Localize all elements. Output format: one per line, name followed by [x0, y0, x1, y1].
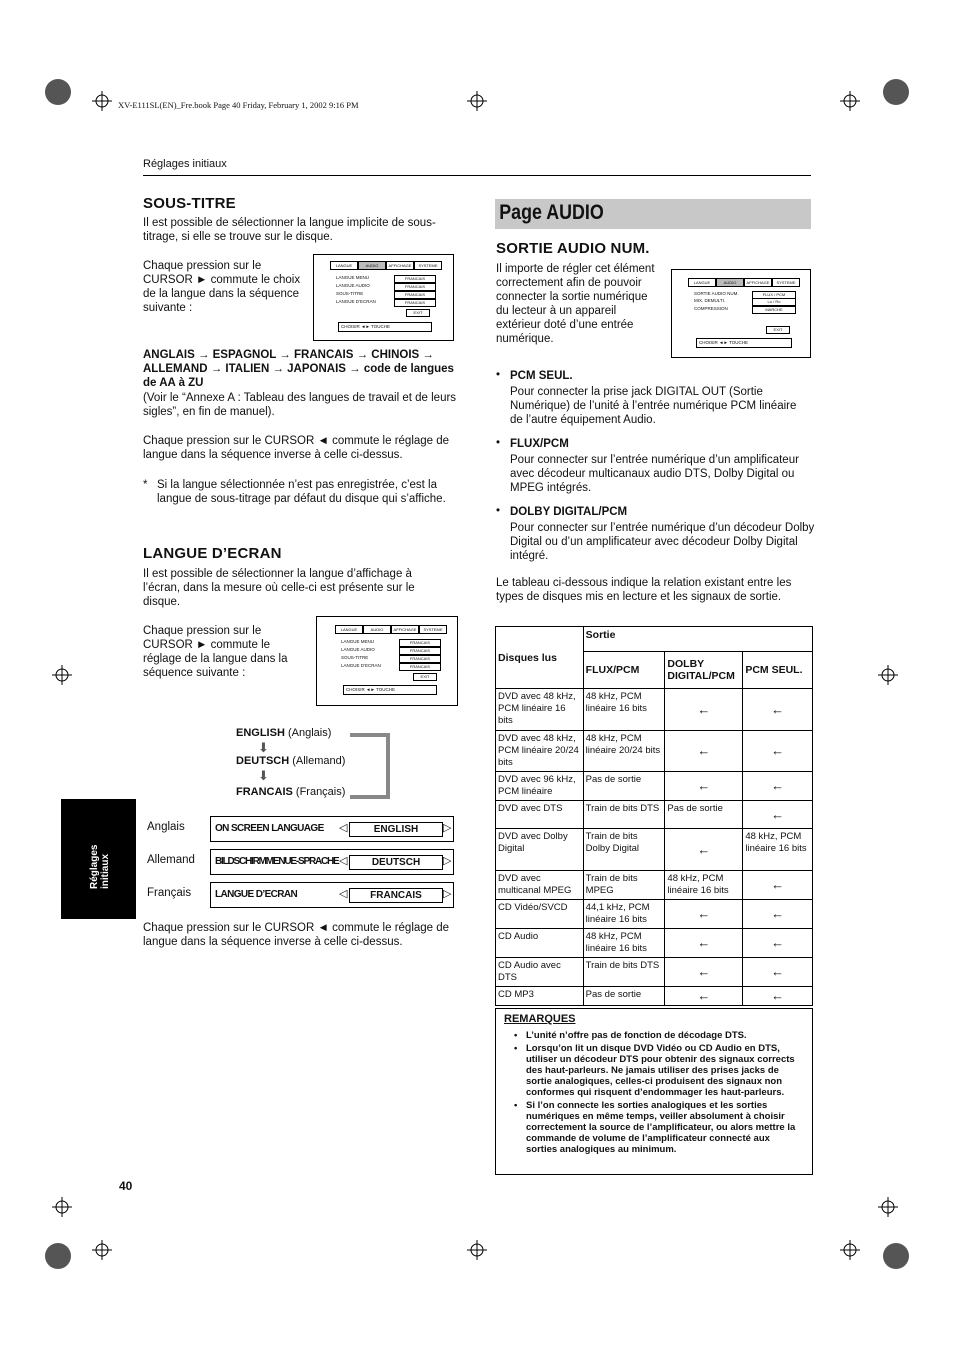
- table-cell: Train de bits DTS: [583, 801, 665, 829]
- bullet-dot: •: [496, 369, 501, 381]
- screen-value: FRANCAIS: [394, 291, 436, 299]
- table-row: [496, 958, 813, 987]
- table-intro: Le tableau ci-dessous indique la relation existant entre les types de disques mis en lecture et les signaux de sortie.: [496, 577, 792, 603]
- screen-row: LANGUE MENU: [336, 275, 370, 280]
- screen-exit: EXIT: [406, 309, 430, 317]
- option-lang-label: Anglais: [147, 821, 185, 833]
- table-row: [496, 987, 813, 1006]
- langue-ecran-intro: Il est possible de sélectionner la langue d’affichage à l’écran, dans la mesure où celle-ci est présente sur le disque.: [143, 568, 415, 608]
- screen-value: FRANCAIS: [399, 655, 441, 663]
- screen-tab: SYSTEME: [419, 625, 447, 634]
- item-name: FLUX/PCM: [510, 438, 569, 450]
- table-cell: ←: [743, 958, 813, 987]
- table-cell: ←: [743, 900, 813, 929]
- item-desc: Pour connecter sur l’entrée numérique d’un amplificateur avec décodeur multicanaux audio DTS, Dolby Digital ou MPEG intégrés.: [510, 454, 799, 494]
- sequence-line-1: ANGLAIS → ESPAGNOL → FRANCAIS → CHINOIS →: [143, 349, 434, 361]
- cycle-main: ENGLISH: [236, 727, 285, 739]
- table-cell: DVD avec 48 kHz, PCM linéaire 16 bits: [496, 689, 584, 731]
- table-cell: ←: [743, 871, 813, 900]
- corner-disc-icon: [883, 79, 909, 105]
- langue-ecran-press: Chaque pression sur le CURSOR ► commute le réglage de la langue dans la séquence suivante :: [143, 625, 288, 679]
- screen-tab: AUDIO: [358, 261, 386, 270]
- right-triangle-icon: ▷: [443, 855, 452, 867]
- screen-tab: AFFICHAGE: [744, 278, 772, 287]
- screen-tab: AFFICHAGE: [386, 261, 414, 270]
- remarques-box: [495, 1008, 813, 1175]
- table-cell: CD Audio: [496, 929, 584, 958]
- corner-disc-icon: [883, 1243, 909, 1269]
- table-cell: ←: [665, 731, 743, 772]
- table-cell: 48 kHz, PCM linéaire 16 bits: [665, 871, 743, 900]
- table-cell: DVD avec multicanal MPEG: [496, 871, 584, 900]
- screen-footer: CHOISIR ◄► TOUCHE: [338, 322, 432, 332]
- item-name: PCM SEUL.: [510, 370, 573, 382]
- table-cell: ←: [665, 689, 743, 731]
- screen-row: LANGUE D’ECRAN: [341, 663, 381, 668]
- cycle-francais: [236, 786, 345, 798]
- langue-ecran-heading: LANGUE D’ECRAN: [143, 545, 282, 562]
- cycle-return-bracket: [350, 733, 390, 799]
- table-cell: Pas de sortie: [665, 801, 743, 829]
- left-triangle-icon: ◁: [339, 888, 348, 900]
- header-flux: FLUX/PCM: [583, 652, 665, 689]
- sortie-audio-intro: Il importe de régler cet élément correctement afin de pouvoir connecter la sortie numérique du lecteur à un appareil extérieur doté d’une entrée numérique.: [496, 263, 655, 345]
- table-cell: ←: [743, 689, 813, 731]
- screen-value: FRANCAIS: [399, 647, 441, 655]
- cycle-paren: (Français): [295, 786, 346, 798]
- registration-mark-icon: [92, 1240, 112, 1260]
- screen-row: SOUS-TITRE: [336, 291, 364, 296]
- registration-mark-icon: [878, 1197, 898, 1217]
- registration-mark-icon: [92, 91, 112, 111]
- registration-mark-icon: [467, 91, 487, 111]
- screen-row: LANGUE MENU: [341, 639, 375, 644]
- table-cell: ←: [665, 772, 743, 801]
- table-cell: DVD avec Dolby Digital: [496, 829, 584, 871]
- table-cell: Pas de sortie: [583, 772, 665, 801]
- header-pcm: PCM SEUL.: [743, 652, 813, 689]
- table-cell: 44,1 kHz, PCM linéaire 16 bits: [583, 900, 665, 929]
- table-row: [496, 772, 813, 801]
- item-name: DOLBY DIGITAL/PCM: [510, 506, 628, 518]
- asterisk-mark: *: [143, 479, 148, 491]
- screen-row: MIX. DEMULTI.: [694, 298, 726, 303]
- screen-row: LANGUE AUDIO: [336, 283, 370, 288]
- table-cell: CD Audio avec DTS: [496, 958, 584, 987]
- table-cell: CD Vidéo/SVCD: [496, 900, 584, 929]
- section-label: Réglages initiaux: [143, 158, 227, 170]
- sous-titre-reverse: Chaque pression sur le CURSOR ◄ commute le réglage de langue dans la séquence inverse à celle ci-dessus.: [143, 435, 450, 461]
- item-desc: Pour connecter sur l’entrée numérique d’un décodeur Dolby Digital ou d’un amplificateur avec décodeur Dolby Digital intégré.: [510, 522, 815, 562]
- screen-tab: LANGUE: [335, 625, 363, 634]
- registration-mark-icon: [840, 91, 860, 111]
- table-row: [496, 731, 813, 772]
- file-info: XV-E111SL(EN)_Fre.book Page 40 Friday, February 1, 2002 9:16 PM: [118, 100, 359, 110]
- option-box-deutsch: [210, 849, 454, 875]
- screen-value: FRANCAIS: [399, 663, 441, 671]
- sous-titre-press: Chaque pression sur le CURSOR ► commute le choix de la langue dans la séquence suivante :: [143, 260, 301, 314]
- registration-mark-icon: [52, 1197, 72, 1217]
- table-cell: 48 kHz, PCM linéaire 16 bits: [743, 829, 813, 871]
- page-number: 40: [119, 1179, 133, 1193]
- remarque-item: • L’unité n’offre pas de fonction de décodage DTS.: [496, 1030, 801, 1041]
- table-row: [496, 929, 813, 958]
- registration-mark-icon: [467, 1240, 487, 1260]
- table-cell: CD MP3: [496, 987, 584, 1006]
- option-box-english: [210, 816, 454, 842]
- screen-tab: SYSTEME: [414, 261, 442, 270]
- screen-row: SOUS-TITRE: [341, 655, 369, 660]
- language-sequence: [143, 348, 463, 390]
- table-cell: ←: [743, 929, 813, 958]
- cycle-paren: (Allemand): [292, 755, 346, 767]
- option-value: DEUTSCH: [349, 855, 443, 870]
- screen-footer: CHOISIR ◄► TOUCHE: [696, 338, 792, 348]
- side-tab: [61, 799, 136, 919]
- table-row: [496, 801, 813, 829]
- remarque-item: • Si l’on connecte les sorties analogiques et les sorties numériques en même temps, veiller absolument à choisir correctement la source de l’amplificateur, ou alors mettre la commande de volume de l’amplificateur connecté aux sorties analogiques au minimum.: [496, 1100, 801, 1155]
- option-value: FRANCAIS: [349, 888, 443, 903]
- table-cell: Pas de sortie: [583, 987, 665, 1006]
- bullet-dot: •: [496, 437, 501, 449]
- screen-tab: LANGUE: [330, 261, 358, 270]
- registration-mark-icon: [52, 665, 72, 685]
- option-lang-label: Allemand: [147, 854, 195, 866]
- cycle-main: DEUTSCH: [236, 755, 290, 767]
- page-audio-banner: [495, 199, 811, 229]
- table-cell: ←: [665, 987, 743, 1006]
- corner-disc-icon: [45, 1243, 71, 1269]
- table-cell: ←: [743, 801, 813, 829]
- down-arrow-icon: ⬇: [258, 768, 269, 783]
- table-cell: 48 kHz, PCM linéaire 20/24 bits: [583, 731, 665, 772]
- output-table: [495, 626, 813, 1006]
- option-box-francais: [210, 882, 454, 908]
- screen-value: FRANCAIS: [394, 275, 436, 283]
- screen-tab: LANGUE: [688, 278, 716, 287]
- screen-value: FLUX / PCM: [752, 291, 796, 299]
- screen-row: LANGUE D’ECRAN: [336, 299, 376, 304]
- table-header-row: [496, 627, 813, 652]
- screen-exit: EXIT: [766, 326, 790, 334]
- table-cell: Train de bits MPEG: [583, 871, 665, 900]
- menu-screen-langue-ecran: [316, 616, 458, 706]
- right-triangle-icon: ▷: [443, 822, 452, 834]
- header-dolby: DOLBY DIGITAL/PCM: [665, 652, 743, 689]
- menu-screen-audio: [671, 269, 811, 358]
- down-arrow-icon: ⬇: [258, 740, 269, 755]
- cycle-main: FRANCAIS: [236, 786, 293, 798]
- cycle-deutsch: [236, 755, 345, 767]
- screen-value: Lo / Ro: [752, 298, 796, 306]
- table-cell: DVD avec DTS: [496, 801, 584, 829]
- table-cell: 48 kHz, PCM linéaire 16 bits: [583, 689, 665, 731]
- table-row: [496, 829, 813, 871]
- table-cell: ←: [665, 829, 743, 871]
- sequence-line-3: de AA à ZU: [143, 377, 204, 389]
- bullet-dot: •: [496, 505, 501, 517]
- header-rule: [143, 175, 811, 176]
- langue-ecran-reverse: Chaque pression sur le CURSOR ◄ commute le réglage de langue dans la séquence inverse à celle ci-dessus.: [143, 922, 450, 948]
- option-lang-label: Français: [147, 887, 192, 899]
- table-cell: ←: [665, 929, 743, 958]
- corner-disc-icon: [45, 79, 71, 105]
- table-cell: ←: [665, 958, 743, 987]
- table-row: [496, 871, 813, 900]
- item-desc: Pour connecter la prise jack DIGITAL OUT (Sortie Numérique) de l’unité à l’entrée numérique PCM linéaire de l’autre équipement Audio.: [510, 386, 797, 426]
- table-row: [496, 689, 813, 731]
- screen-row: SORTIE AUDIO NUM.: [694, 291, 739, 296]
- sequence-line-2: ALLEMAND → ITALIEN → JAPONAIS → code de langues: [143, 363, 454, 375]
- table-row: [496, 900, 813, 929]
- annex-note: (Voir le “Annexe A : Tableau des langues de travail et de leurs sigles”, en fin de manuel).: [143, 392, 457, 418]
- asterisk-note: Si la langue sélectionnée n’est pas enregistrée, c’est la langue de sous-titrage par défaut du disque qui s’affiche.: [157, 479, 446, 505]
- registration-mark-icon: [878, 665, 898, 685]
- option-value: ENGLISH: [349, 822, 443, 837]
- left-triangle-icon: ◁: [339, 822, 348, 834]
- registration-mark-icon: [840, 1240, 860, 1260]
- screen-footer: CHOISIR ◄► TOUCHE: [343, 685, 437, 695]
- header-sortie: Sortie: [583, 627, 812, 652]
- screen-tab: SYSTEME: [772, 278, 800, 287]
- table-cell: Train de bits Dolby Digital: [583, 829, 665, 871]
- header-disques: Disques lus: [496, 627, 584, 689]
- screen-exit: EXIT: [413, 673, 437, 681]
- table-cell: 48 kHz, PCM linéaire 16 bits: [583, 929, 665, 958]
- remarques-list: [496, 1030, 801, 1157]
- screen-tab: AUDIO: [363, 625, 391, 634]
- option-label: BILDSCHIRMMENUE-SPRACHE: [215, 856, 339, 867]
- table-cell: DVD avec 96 kHz, PCM linéaire: [496, 772, 584, 801]
- menu-screen-sous-titre: [313, 254, 454, 341]
- table-cell: ←: [743, 772, 813, 801]
- sortie-audio-heading: SORTIE AUDIO NUM.: [496, 240, 650, 257]
- remarque-item: • Lorsqu’on lit un disque DVD Vidéo ou CD Audio en DTS, utiliser un décodeur DTS pour obtenir des signaux corrects des haut-parleurs. Ne jamais utiliser des prises jacks de sortie analogiques, celles-ci produisent des signaux non conformes qui risquent d’endommager les haut-parleurs.: [496, 1043, 801, 1098]
- table-cell: ←: [743, 987, 813, 1006]
- option-label: LANGUE D’ECRAN: [215, 889, 298, 900]
- side-tab-label: Réglages initiaux: [89, 844, 111, 889]
- screen-tab: AUDIO: [716, 278, 744, 287]
- screen-value: FRANCAIS: [399, 639, 441, 647]
- screen-row: LANGUE AUDIO: [341, 647, 375, 652]
- right-triangle-icon: ▷: [443, 888, 452, 900]
- table-cell: ←: [665, 900, 743, 929]
- cycle-paren: (Anglais): [287, 727, 332, 739]
- screen-value: FRANCAIS: [394, 299, 436, 307]
- screen-tab: AFFICHAGE: [391, 625, 419, 634]
- table-cell: DVD avec 48 kHz, PCM linéaire 20/24 bits: [496, 731, 584, 772]
- option-label: ON SCREEN LANGUAGE: [215, 823, 324, 834]
- table-cell: ←: [743, 731, 813, 772]
- remarques-title: REMARQUES: [504, 1013, 576, 1025]
- sous-titre-intro: Il est possible de sélectionner la langue implicite de sous-titrage, si elle se trouve sur le disque.: [143, 217, 436, 243]
- cycle-english: [236, 727, 331, 739]
- sous-titre-heading: SOUS-TITRE: [143, 195, 236, 212]
- screen-value: FRANCAIS: [394, 283, 436, 291]
- table-cell: Train de bits DTS: [583, 958, 665, 987]
- banner-title: Page AUDIO: [499, 201, 604, 224]
- screen-value: MARCHE: [752, 306, 796, 314]
- left-triangle-icon: ◁: [339, 855, 348, 867]
- screen-row: COMPRESSION: [694, 306, 728, 311]
